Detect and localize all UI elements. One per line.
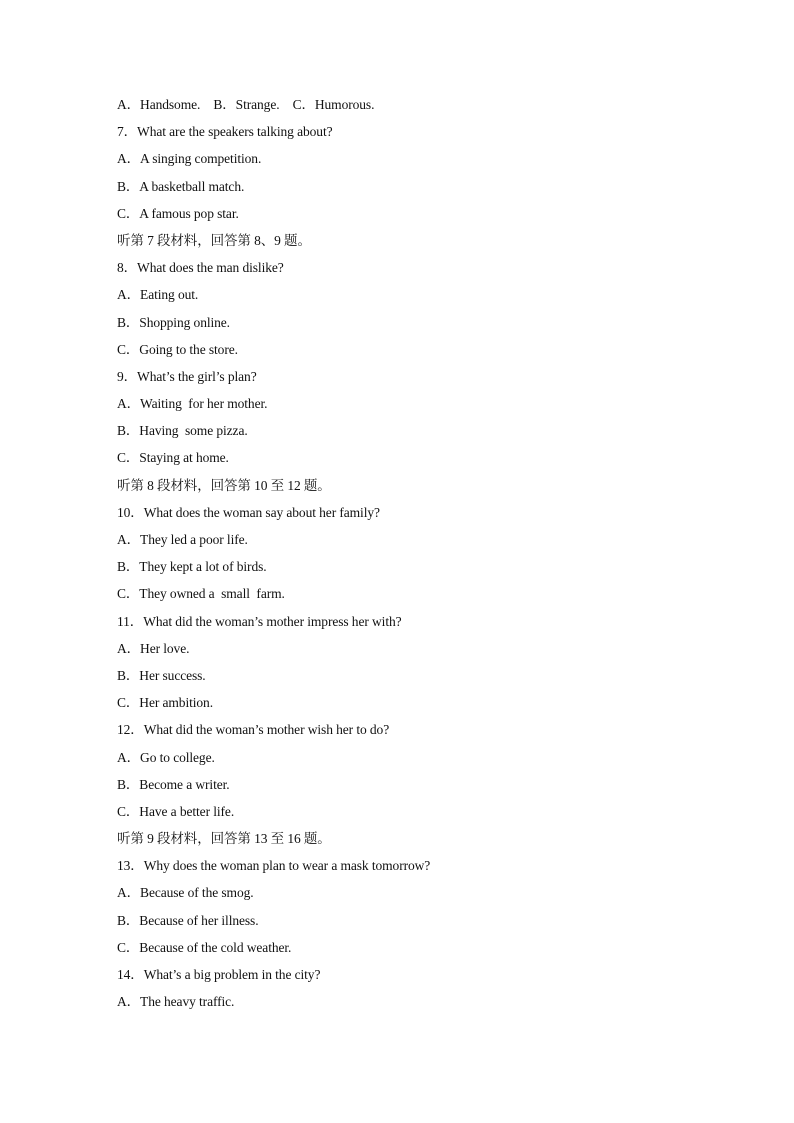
question-line: 11．What did the woman’s mother impress her with? — [117, 613, 402, 629]
option-line: C．Her ambition. — [117, 695, 213, 711]
question-line: 7．What are the speakers talking about? — [117, 124, 333, 140]
option-line: C．Going to the store. — [117, 341, 238, 357]
exam-text — [117, 93, 737, 1017]
option-line: C．Have a better life. — [117, 803, 235, 819]
option-line: B．They kept a lot of birds. — [117, 559, 267, 575]
question-line: 9．What’s the girl’s plan? — [117, 368, 257, 384]
option-line: C．A famous pop star. — [117, 205, 239, 221]
option-line: A．Because of the smog. — [117, 885, 254, 901]
question-line: 13．Why does the woman plan to wear a mask tomorrow? — [117, 858, 431, 874]
option-line: A．Eating out. — [117, 287, 199, 303]
question-line: 14．What’s a big problem in the city? — [117, 967, 321, 982]
option-line: A．They led a poor life. — [117, 532, 248, 547]
section-instruction: 听第 7 段材料，回答第 8、9 题。 — [117, 232, 311, 248]
option-line: B．Because of her illness. — [117, 912, 259, 928]
option-line: A．Her love. — [117, 640, 190, 656]
option-line: B．Become a writer. — [117, 776, 230, 792]
option-line: A．Waiting for her mother. — [117, 396, 268, 412]
option-line: B．Her success. — [117, 667, 206, 683]
section-instruction: 听第 9 段材料，回答第 13 至 16 题。 — [117, 831, 331, 847]
option-line: A．Go to college. — [117, 749, 215, 765]
option-line: B．Having some pizza. — [117, 423, 248, 439]
option-line: B．Shopping online. — [117, 314, 230, 330]
question-line: 8．What does the man dislike? — [117, 260, 284, 276]
question-line: 12．What did the woman’s mother wish her to do? — [117, 722, 390, 738]
option-line: A．Handsome. B．Strange. C．Humorous. — [117, 97, 375, 112]
option-line: A．The heavy traffic. — [117, 994, 235, 1010]
option-line: C．They owned a small farm. — [117, 586, 285, 602]
option-line: B．A basketball match. — [117, 178, 245, 194]
option-line: C．Staying at home. — [117, 450, 229, 466]
question-line: 10．What does the woman say about her family? — [117, 504, 380, 520]
option-line: A．A singing competition. — [117, 151, 262, 167]
section-instruction: 听第 8 段材料，回答第 10 至 12 题。 — [117, 477, 331, 493]
option-line: C．Because of the cold weather. — [117, 939, 292, 955]
